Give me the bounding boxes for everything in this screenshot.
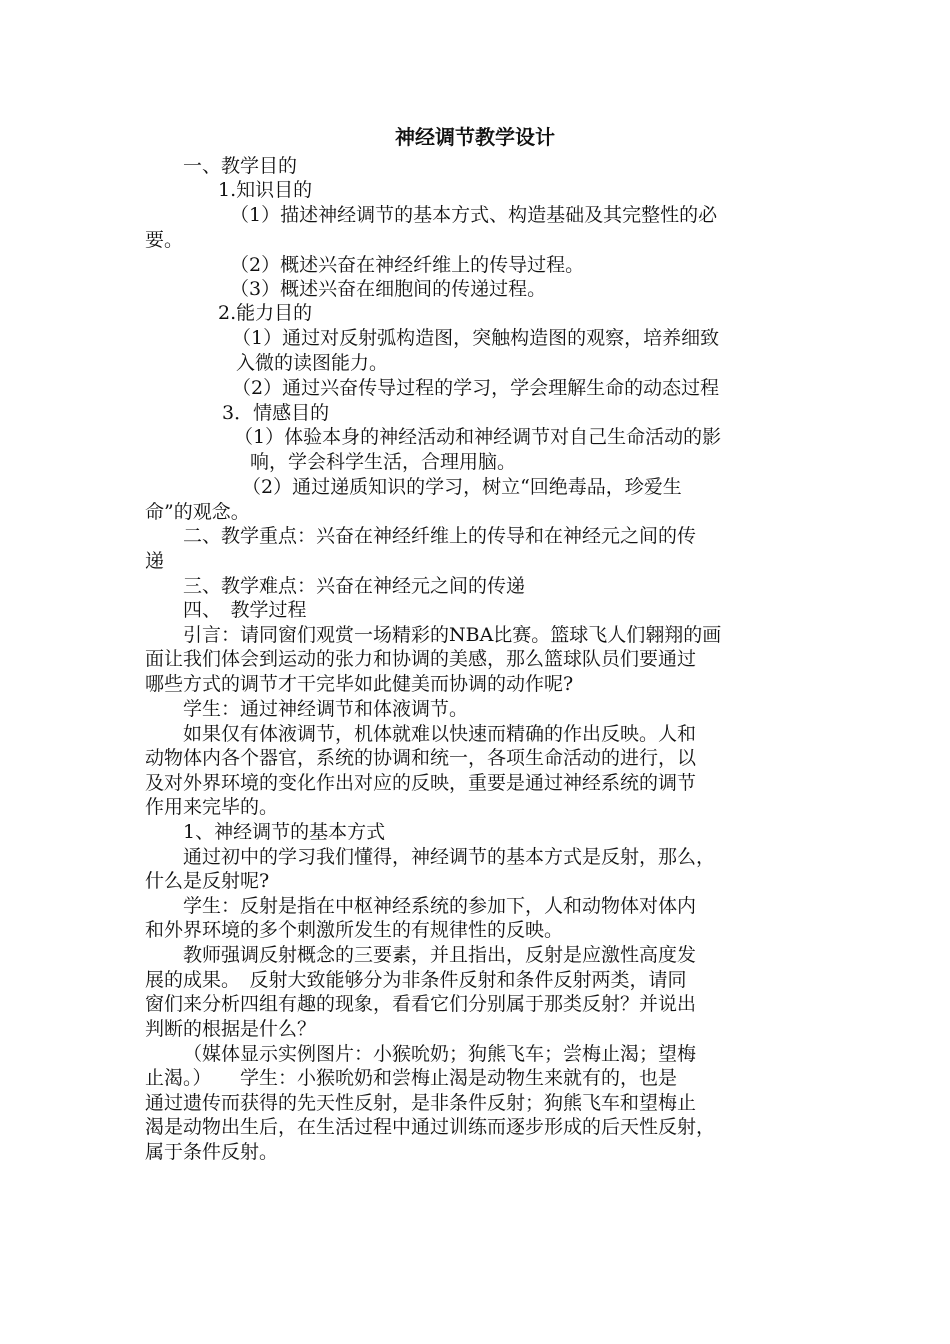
paragraph-line: 窗们来分析四组有趣的现象，看看它们分别属于那类反射？并说出 bbox=[145, 993, 697, 1015]
paragraph-line: 响，学会科学生活，合理用脑。 bbox=[250, 451, 517, 473]
subheading-ability-goals: 2.能力目的 bbox=[218, 302, 313, 324]
paragraph-line: 渴是动物出生后，在生活过程中通过训练而逐步形成的后天性反射， bbox=[145, 1116, 716, 1138]
paragraph-line: 学生：通过神经调节和体液调节。 bbox=[183, 698, 469, 720]
heading-reflex-basic: 1、神经调节的基本方式 bbox=[183, 821, 386, 843]
paragraph-line: 如果仅有体液调节，机体就难以快速而精确的作出反映。人和 bbox=[183, 723, 697, 745]
paragraph-line: 引言：请同窗们观赏一场精彩的NBA比赛。篮球飞人们翱翔的画 bbox=[183, 624, 722, 646]
paragraph-line: 展的成果。 反射大致能够分为非条件反射和条件反射两类，请同 bbox=[145, 969, 687, 991]
paragraph-line: （2）通过兴奋传导过程的学习，学会理解生命的动态过程 bbox=[232, 377, 720, 399]
heading-teaching-goals: 一、教学目的 bbox=[183, 155, 298, 177]
paragraph-line: 教师强调反射概念的三要素，并且指出，反射是应激性高度发 bbox=[183, 944, 697, 966]
subheading-emotion-goals: 3．情感目的 bbox=[222, 402, 330, 424]
paragraph-line: 命”的观念。 bbox=[145, 501, 250, 523]
heading-teaching-difficulty: 三、教学难点：兴奋在神经元之间的传递 bbox=[183, 575, 526, 597]
paragraph-line: 递 bbox=[145, 550, 165, 572]
paragraph-line: 要。 bbox=[145, 229, 184, 251]
paragraph-line: 哪些方式的调节才干完毕如此健美而协调的动作呢? bbox=[145, 673, 574, 695]
paragraph-line: 通过初中的学习我们懂得，神经调节的基本方式是反射，那么， bbox=[183, 846, 716, 868]
paragraph-line: 学生：反射是指在中枢神经系统的参加下，人和动物体对体内 bbox=[183, 895, 697, 917]
paragraph-line: 通过遗传而获得的先天性反射，是非条件反射；狗熊飞车和望梅止 bbox=[145, 1092, 697, 1114]
subheading-knowledge-goals: 1.知识目的 bbox=[218, 179, 313, 201]
paragraph-line: 入微的读图能力。 bbox=[236, 352, 389, 374]
paragraph-line: （2）概述兴奋在神经纤维上的传导过程。 bbox=[230, 254, 585, 276]
paragraph-line: 和外界环境的多个刺激所发生的有规律性的反映。 bbox=[145, 919, 564, 941]
paragraph-line: 属于条件反射。 bbox=[145, 1141, 279, 1163]
heading-teaching-process: 四、 教学过程 bbox=[183, 599, 307, 621]
paragraph-line: （1）体验本身的神经活动和神经调节对自己生命活动的影 bbox=[234, 426, 722, 448]
paragraph-line: 作用来完毕的。 bbox=[145, 796, 279, 818]
paragraph-line: 什么是反射呢? bbox=[145, 870, 270, 892]
paragraph-line: （1）描述神经调节的基本方式、构造基础及其完整性的必 bbox=[230, 204, 718, 226]
paragraph-line: 止渴。） 学生：小猴吮奶和尝梅止渴是动物生来就有的，也是 bbox=[145, 1067, 678, 1089]
paragraph-line: （媒体显示实例图片：小猴吮奶；狗熊飞车；尝梅止渴；望梅 bbox=[183, 1043, 697, 1065]
paragraph-line: （2）通过递质知识的学习，树立“回绝毒品，珍爱生 bbox=[242, 476, 682, 498]
document-title: 神经调节教学设计 bbox=[395, 125, 555, 149]
paragraph-line: 面让我们体会到运动的张力和协调的美感，那么篮球队员们要通过 bbox=[145, 648, 697, 670]
heading-teaching-focus: 二、教学重点：兴奋在神经纤维上的传导和在神经元之间的传 bbox=[183, 525, 697, 547]
paragraph-line: （1）通过对反射弧构造图，突触构造图的观察，培养细致 bbox=[232, 327, 720, 349]
paragraph-line: 判断的根据是什么？ bbox=[145, 1018, 317, 1040]
paragraph-line: 及对外界环境的变化作出对应的反映，重要是通过神经系统的调节 bbox=[145, 772, 697, 794]
paragraph-line: （3）概述兴奋在细胞间的传递过程。 bbox=[230, 278, 547, 300]
paragraph-line: 动物体内各个器官，系统的协调和统一，各项生命活动的进行，以 bbox=[145, 747, 697, 769]
